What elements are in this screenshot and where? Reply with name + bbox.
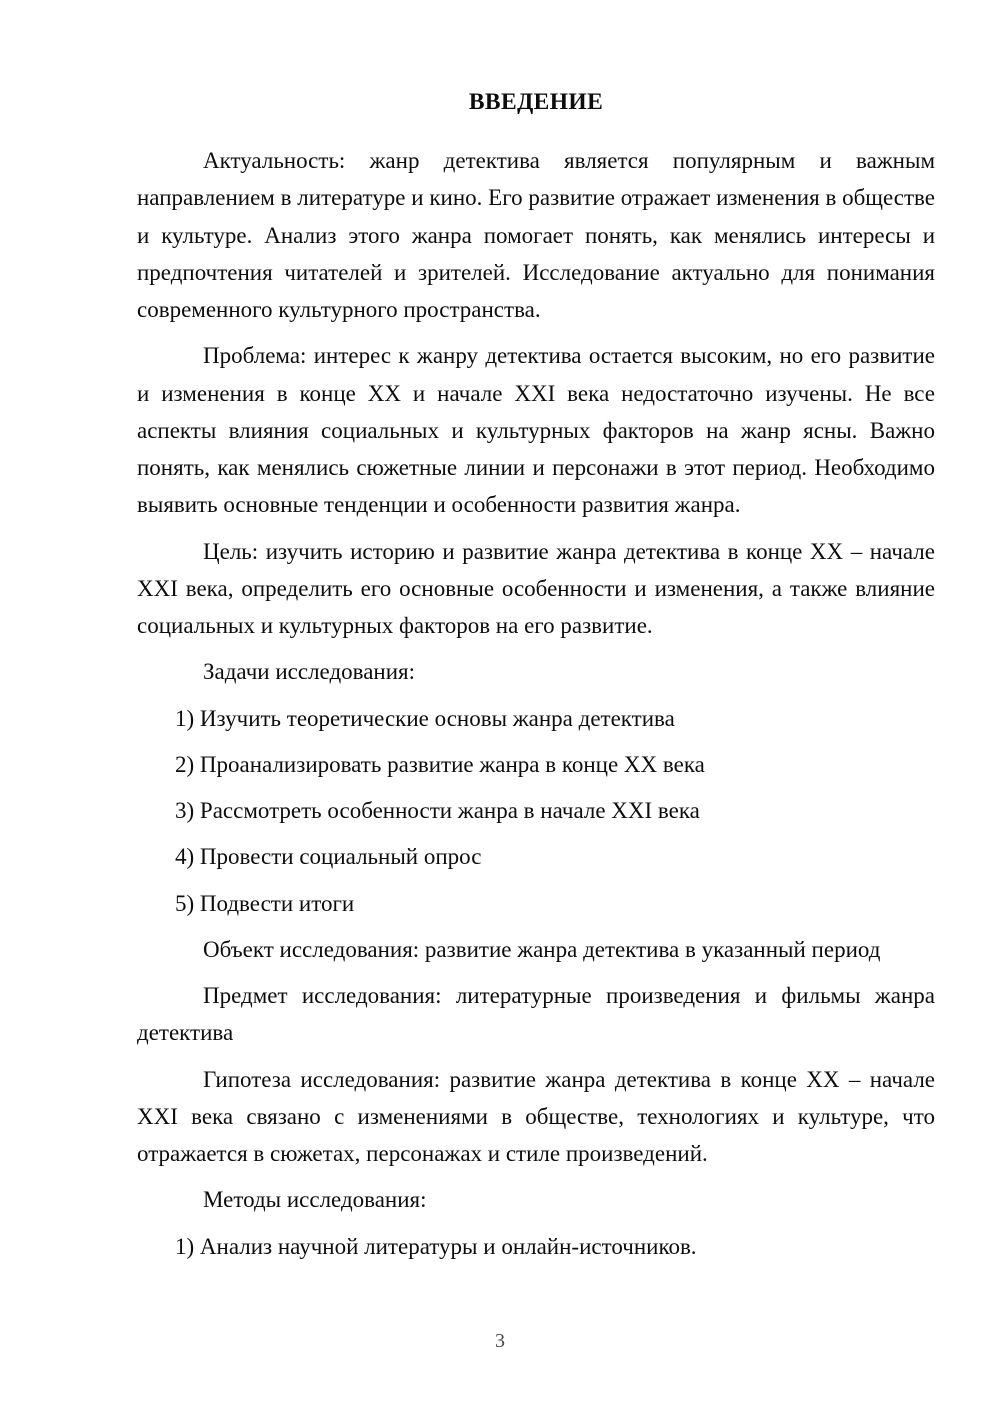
page-content bbox=[137, 88, 935, 1274]
list-item: 1) Изучить теоретические основы жанра детектива bbox=[175, 705, 675, 731]
list-item: 3) Рассмотреть особенности жанра в начале XXI века bbox=[175, 798, 700, 824]
tasks-heading: Задачи исследования: bbox=[203, 659, 416, 685]
paragraph-goal: Цель: изучить историю и развитие жанра детектива в конце XX – начале XXI века, определить его основные особенности и изменения, а также влияние социальных и культурных факторов на его развитие. bbox=[137, 538, 935, 639]
page-number: 3 bbox=[495, 1330, 505, 1352]
paragraph-hypothesis: Гипотеза исследования: развитие жанра детектива в конце XX – начале XXI века связано с изменениями в обществе, технологиях и культуре, что отражается в сюжетах, персонажах и стиле произведений. bbox=[137, 1066, 935, 1167]
paragraph-relevance: Актуальность: жанр детектива является популярным и важным направлением в литературе и кино. Его развитие отражает изменения в обществе и культуре. Анализ этого жанра помогает понять, как менялись интересы и предпочтения читателей и зрителей. Исследование актуально для понимания современного культурного пространства. bbox=[137, 148, 935, 323]
list-item: 1) Анализ научной литературы и онлайн-источников. bbox=[175, 1233, 697, 1259]
paragraph-subject: Предмет исследования: литературные произведения и фильмы жанра детектива bbox=[137, 983, 935, 1046]
methods-heading: Методы исследования: bbox=[203, 1187, 427, 1213]
page-title: ВВЕДЕНИЕ bbox=[468, 89, 604, 115]
paragraph-problem: Проблема: интерес к жанру детектива остается высоким, но его развитие и изменения в конце XX и начале XXI века недостаточно изучены. Не все аспекты влияния социальных и культурных факторов на жанр ясны. Важно понять, как менялись сюжетные линии и персонажи в этот период. Необходимо выявить основные тенденции и особенности развития жанра. bbox=[137, 343, 935, 518]
list-item: 4) Провести социальный опрос bbox=[175, 844, 482, 870]
list-item: 2) Проанализировать развитие жанра в конце XX века bbox=[175, 751, 705, 777]
list-item: 5) Подвести итоги bbox=[175, 890, 355, 916]
paragraph-object: Объект исследования: развитие жанра детектива в указанный период bbox=[203, 936, 881, 962]
